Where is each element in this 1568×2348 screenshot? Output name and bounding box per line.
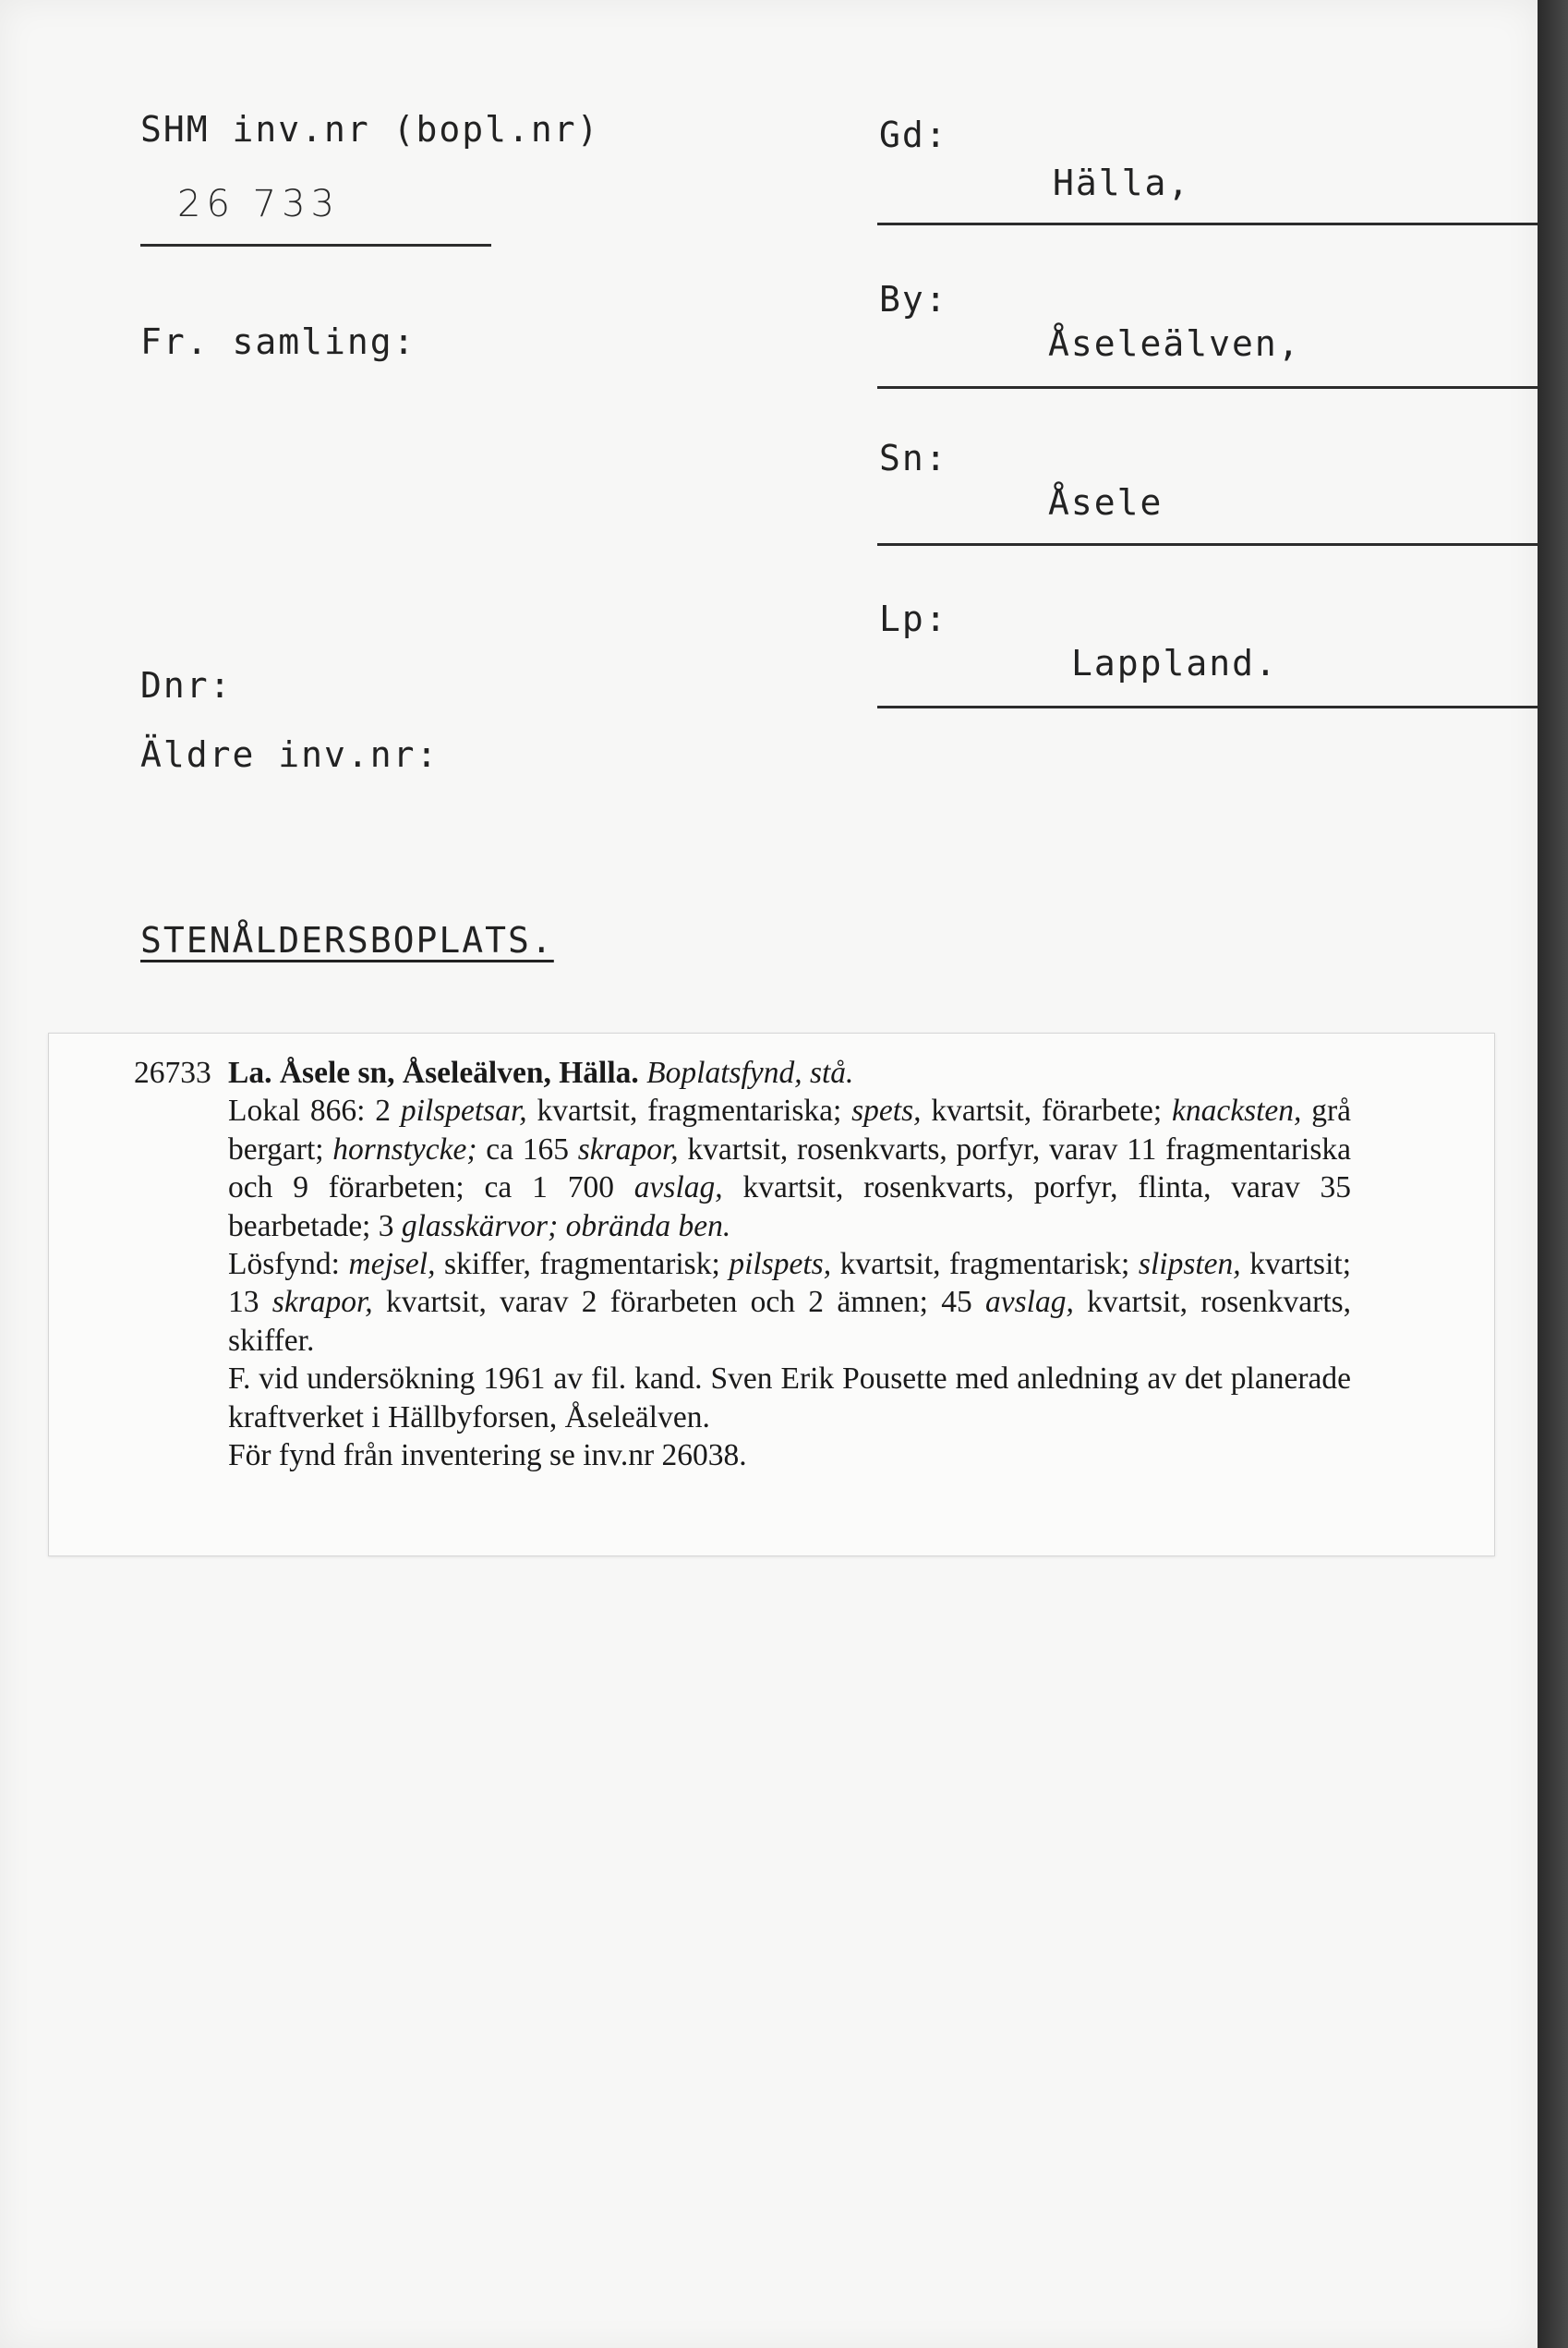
find-term: slipsten, bbox=[1138, 1247, 1241, 1282]
find-desc: skiffer, fragmentarisk; bbox=[444, 1247, 720, 1282]
gd-value: Hälla, bbox=[1053, 163, 1191, 203]
find-term: knacksten, bbox=[1171, 1094, 1302, 1129]
by-rule bbox=[877, 386, 1538, 389]
find-desc: grå bergart; bbox=[228, 1094, 1351, 1167]
sn-value: Åsele bbox=[1048, 482, 1164, 523]
find-desc: kvartsit, varav 2 förarbeten och 2 ämnen; 45 bbox=[385, 1285, 972, 1320]
find-desc: kvartsit, rosenkvarts, porfyr, varav 11 fragmentariska och 9 förarbeten; ca 1 700 bbox=[228, 1132, 1352, 1205]
reference-paragraph: För fynd från inventering se inv.nr 26038. bbox=[228, 1438, 747, 1473]
clipping-title-italic: Boplatsfynd, stå. bbox=[646, 1056, 854, 1090]
lokal-text: Lokal 866: 2 bbox=[228, 1094, 392, 1129]
find-term: pilspets, bbox=[729, 1247, 832, 1282]
find-desc: kvartsit; 13 bbox=[228, 1247, 1352, 1320]
find-term: avslag, bbox=[633, 1170, 723, 1205]
inv-nr-label: SHM inv.nr (bopl.nr) bbox=[140, 109, 600, 150]
catalog-clipping bbox=[48, 1033, 1495, 1556]
by-value: Åseleälven, bbox=[1048, 323, 1301, 364]
by-label: By: bbox=[879, 279, 948, 320]
find-desc: kvartsit, rosenkvarts, skiffer. bbox=[228, 1285, 1352, 1358]
inv-nr-value: 26 733 bbox=[177, 183, 340, 225]
find-term: avslag, bbox=[984, 1285, 1074, 1320]
find-desc: kvartsit, fragmentariska; bbox=[537, 1094, 842, 1129]
lp-rule bbox=[877, 706, 1538, 708]
losfynd-text: Lösfynd: bbox=[228, 1247, 340, 1282]
older-inv-label: Äldre inv.nr: bbox=[140, 734, 440, 775]
find-term: pilspetsar, bbox=[400, 1094, 527, 1129]
lp-label: Lp: bbox=[879, 599, 948, 639]
lokal-paragraph bbox=[228, 1092, 1351, 1245]
gd-label: Gd: bbox=[879, 115, 948, 155]
sn-label: Sn: bbox=[879, 438, 948, 478]
clipping-title: La. Åsele sn, Åseleälven, Hälla. bbox=[228, 1056, 639, 1090]
find-term: spets, bbox=[851, 1094, 922, 1129]
find-term: skrapor, bbox=[271, 1285, 373, 1320]
find-term: mejsel, bbox=[348, 1247, 436, 1282]
losfynd-paragraph bbox=[228, 1245, 1351, 1360]
find-desc: kvartsit, rosenkvarts, porfyr, flinta, varav 35 bearbetade; 3 bbox=[228, 1170, 1352, 1243]
clipping-number: 26733 bbox=[134, 1056, 211, 1090]
find-desc: ca 165 bbox=[486, 1132, 570, 1167]
site-type-heading: STENÅLDERSBOPLATS. bbox=[140, 920, 554, 961]
find-term: hornstycke; bbox=[332, 1132, 477, 1167]
found-paragraph: F. vid undersökning 1961 av fil. kand. Sven Erik Pousette med anledning av det planerade kraftverket i Hällbyforsen, Åseleälven. bbox=[228, 1362, 1351, 1434]
find-term: glasskärvor; obrända ben. bbox=[401, 1208, 731, 1243]
sn-rule bbox=[877, 543, 1538, 546]
clipping-title-line bbox=[134, 1054, 1351, 1092]
find-desc: kvartsit, förarbete; bbox=[931, 1094, 1163, 1129]
inv-nr-rule bbox=[140, 244, 491, 247]
dnr-label: Dnr: bbox=[140, 665, 233, 706]
lp-value: Lappland. bbox=[1071, 643, 1278, 684]
samling-label: Fr. samling: bbox=[140, 321, 416, 362]
find-term: skrapor, bbox=[577, 1132, 679, 1167]
clipping-text bbox=[134, 1054, 1351, 1474]
scan-edge bbox=[1538, 0, 1568, 2348]
gd-rule bbox=[877, 223, 1538, 225]
find-desc: kvartsit, fragmentarisk; bbox=[839, 1247, 1130, 1282]
